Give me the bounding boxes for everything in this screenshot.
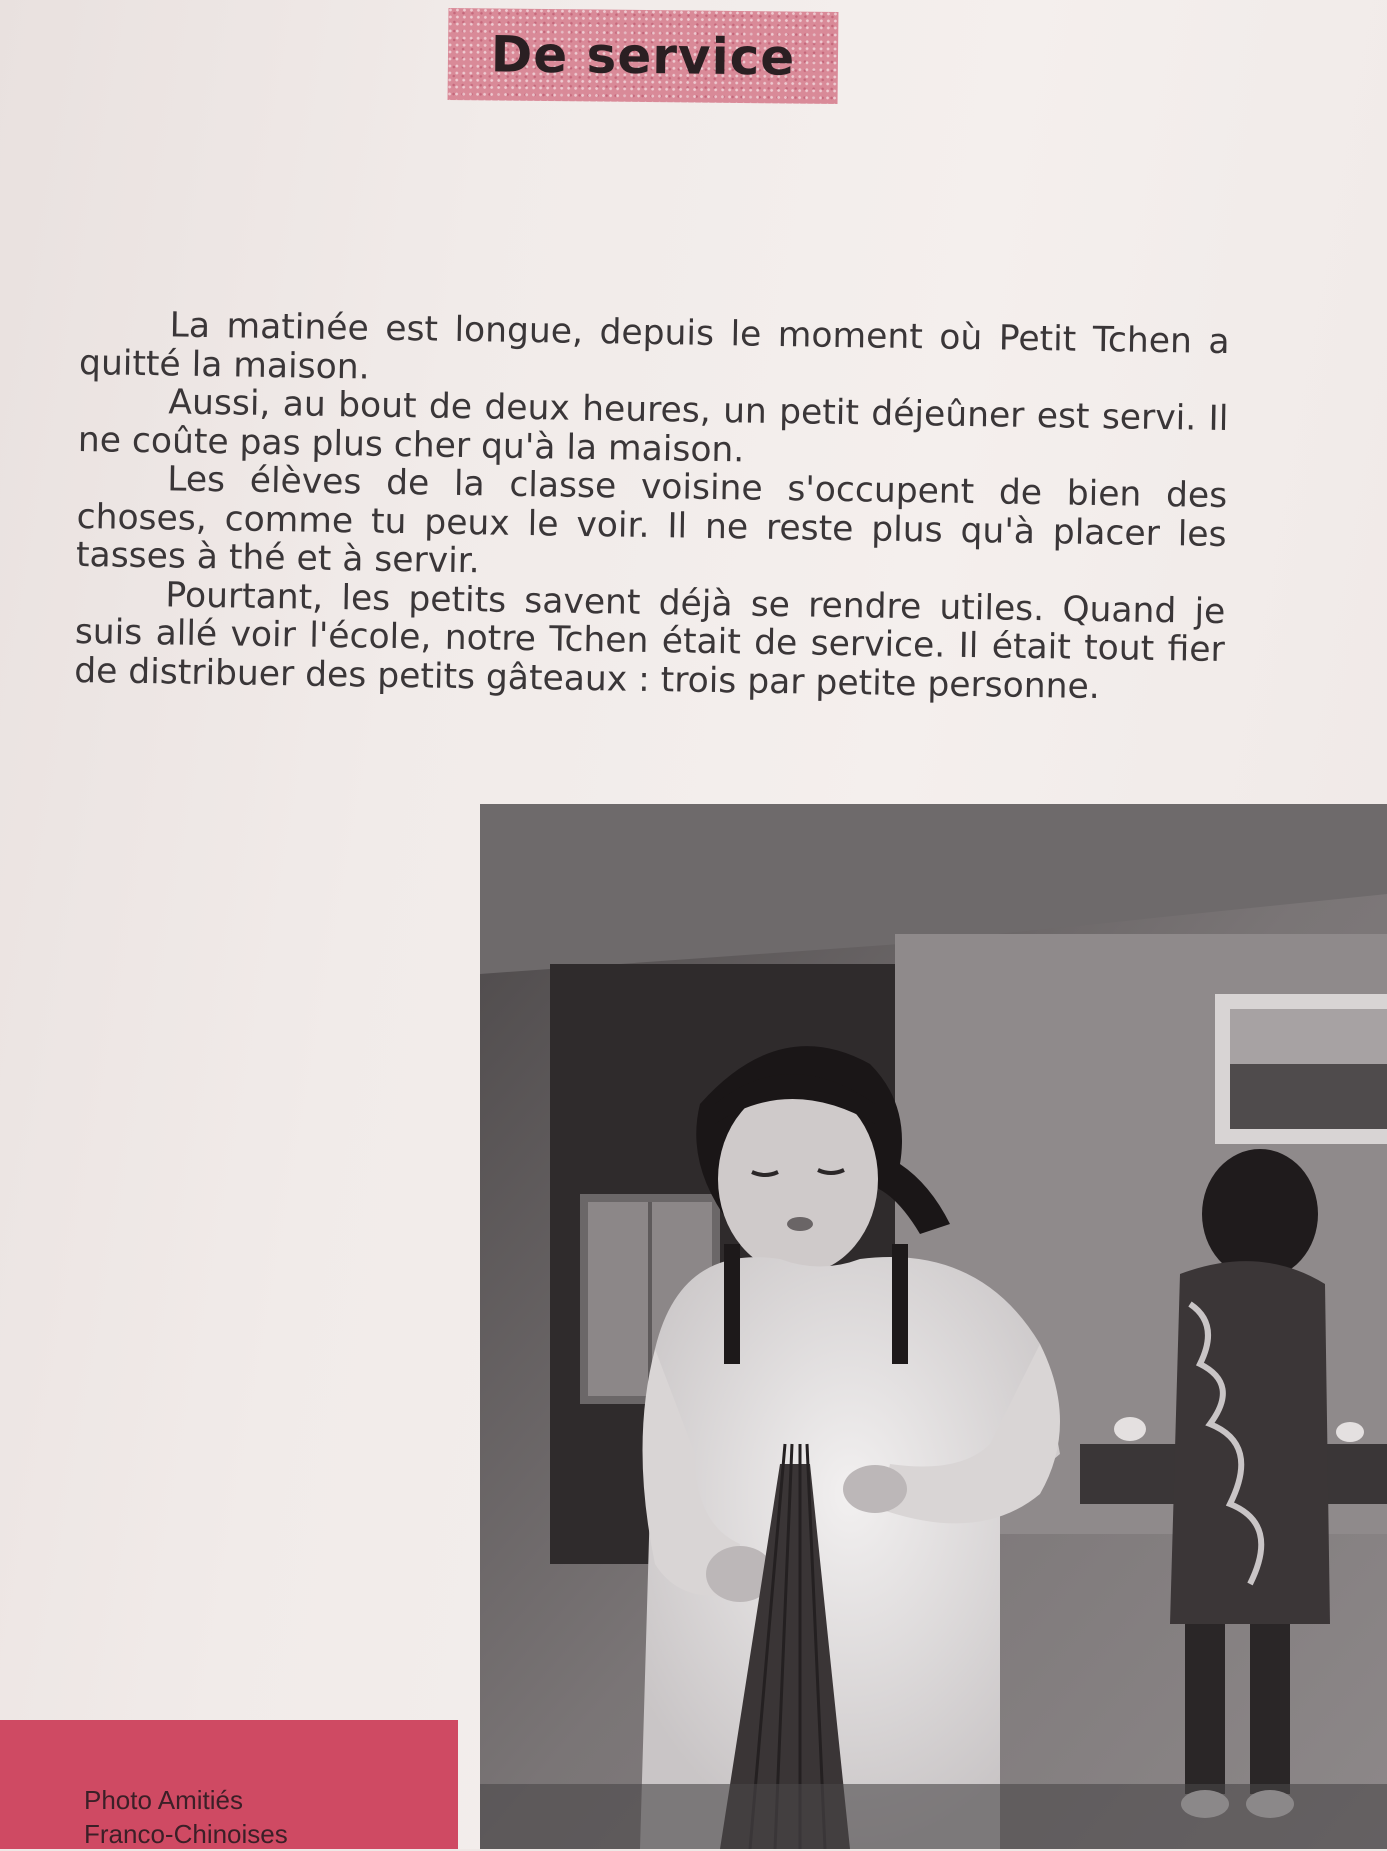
paragraph-2: Aussi, au bout de deux heures, un petit déjeûner est servi. Il ne coûte pas plus cher qu'à la maison. (77, 382, 1229, 470)
credit-line-1: Photo Amitiés (84, 1785, 243, 1815)
paragraph-4: Pourtant, les petits savent déjà se rendre utiles. Quand je suis allé voir l'école, notre Tchen était de service. Il était tout fier de distribuer des petits gâteaux : trois par petite personne. (73, 574, 1226, 707)
photo-credit (84, 1783, 288, 1851)
page-title: De service (490, 25, 796, 87)
title-banner (448, 8, 839, 104)
credit-line-2: Franco-Chinoises (84, 1819, 288, 1849)
paragraph-1: La matinée est longue, depuis le moment où Petit Tchen a quitté la maison. (78, 305, 1230, 388)
article-body (74, 305, 1230, 708)
paragraph-3: Les élèves de la classe voisine s'occupent de bien des choses, comme tu peux le voir. Il ne reste plus qu'à placer les tasses à thé et à servir. (75, 459, 1228, 582)
photograph-girl-serving (480, 804, 1387, 1849)
